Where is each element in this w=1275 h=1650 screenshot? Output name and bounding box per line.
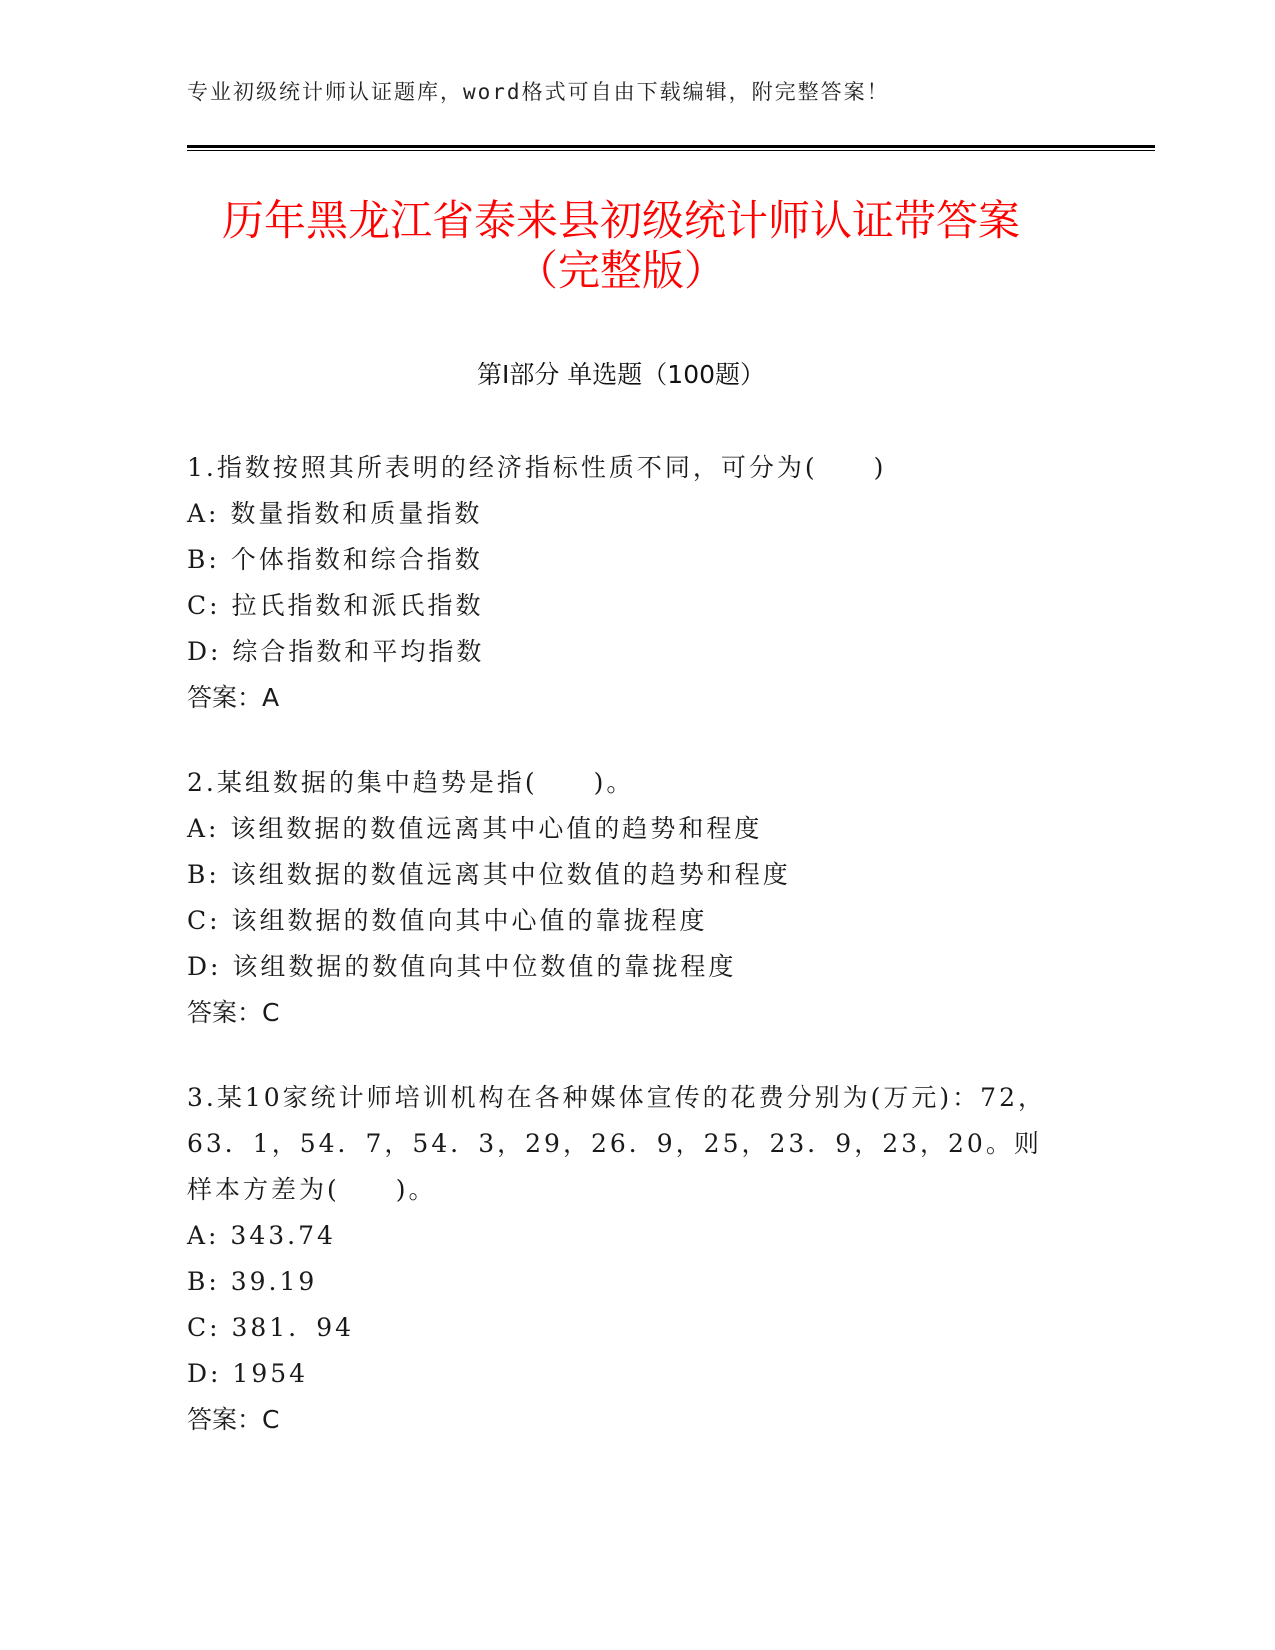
option-c: C: 381．94 (187, 1313, 355, 1342)
question-stem: 2.某组数据的集中趋势是指( )。 (187, 768, 635, 797)
header-rule-thin (187, 150, 1155, 151)
header-rule-thick (187, 145, 1155, 148)
header-note: 专业初级统计师认证题库，word格式可自由下载编辑，附完整答案！ (187, 80, 890, 104)
answer-text: 答案：C (187, 998, 280, 1027)
answer-text: 答案：A (187, 683, 280, 712)
option-d: D: 1954 (187, 1359, 309, 1388)
answer-text: 答案：C (187, 1405, 280, 1434)
question-item (187, 445, 1087, 721)
option-d: D: 该组数据的数值向其中位数值的靠拢程度 (187, 952, 737, 981)
option-b: B: 39.19 (187, 1267, 318, 1296)
option-a: A: 343.74 (187, 1221, 336, 1250)
question-item (187, 1075, 1087, 1443)
option-b: B: 该组数据的数值远离其中位数值的趋势和程度 (187, 860, 791, 889)
option-c: C: 拉氏指数和派氏指数 (187, 591, 484, 620)
option-d: D: 综合指数和平均指数 (187, 637, 485, 666)
document-title: 历年黑龙江省泰来县初级统计师认证带答案（完整版） (221, 196, 1020, 295)
question-stem: 1.指数按照其所表明的经济指标性质不同，可分为( ) (187, 453, 887, 482)
question-item (187, 760, 1087, 1036)
section-title: 第Ⅰ部分 单选题（100题） (476, 360, 766, 389)
option-a: A: 该组数据的数值远离其中心值的趋势和程度 (187, 814, 763, 843)
option-c: C: 该组数据的数值向其中心值的靠拢程度 (187, 906, 708, 935)
option-b: B: 个体指数和综合指数 (187, 545, 483, 574)
question-stem: 3.某10家统计师培训机构在各种媒体宣传的花费分别为(万元)：72，63．1，54．7，54．3，29，26．9，25，23．9，23，20。则样本方差为( )。 (187, 1083, 1046, 1204)
option-a: A: 数量指数和质量指数 (187, 499, 483, 528)
question-list (187, 445, 1087, 1482)
